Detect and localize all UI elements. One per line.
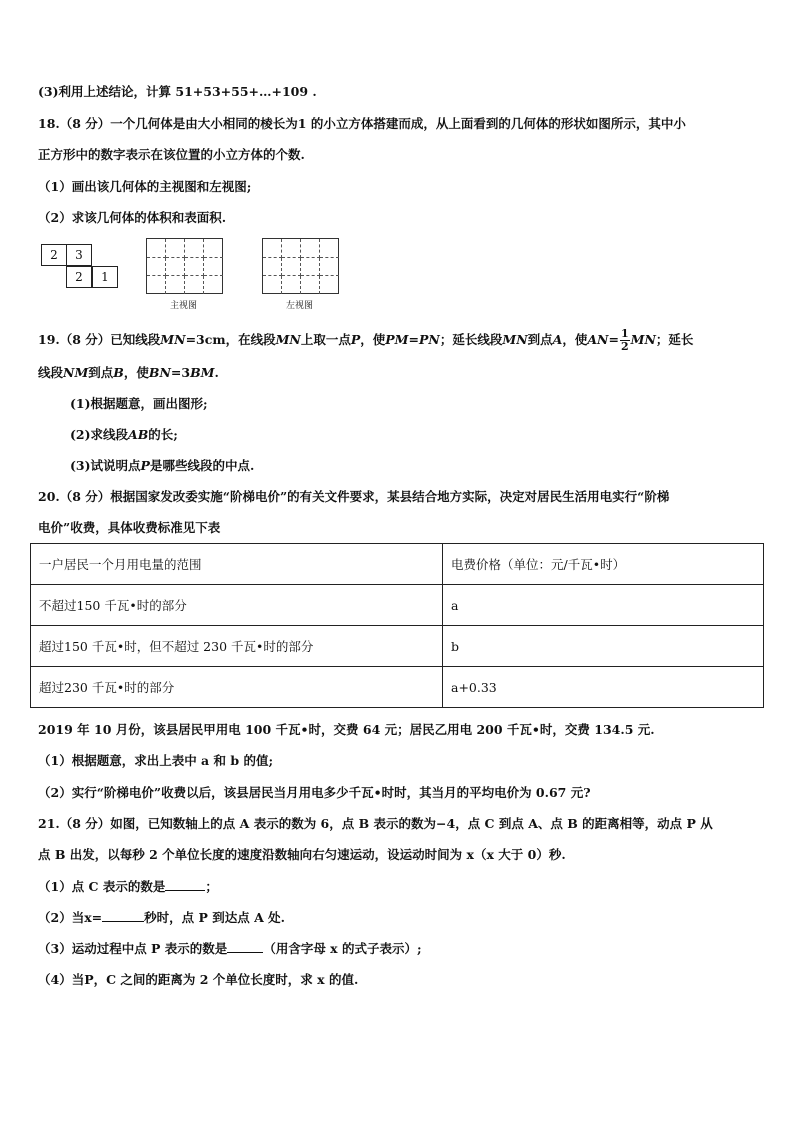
front-view-caption: 主视图 <box>170 301 198 311</box>
answer-blank[interactable] <box>227 940 263 953</box>
top-view-cell: 2 <box>66 266 92 288</box>
text: . <box>214 365 219 380</box>
text: P <box>140 458 150 473</box>
text: PM <box>385 332 409 347</box>
text: 到点 <box>527 332 553 347</box>
text: MN <box>160 332 186 347</box>
text: MN <box>275 332 301 347</box>
text: 是哪些线段的中点. <box>149 458 255 473</box>
q20-part2: （2）实行“阶梯电价”收费以后，该县居民当月用电多少千瓦•时时，其当月的平均电价为 0.67 元? <box>38 785 591 800</box>
q20-part1: （1）根据题意，求出上表中 a 和 b 的值; <box>38 753 274 768</box>
text: ； <box>205 879 218 894</box>
table-cell: a+0.33 <box>443 667 764 708</box>
q19-part3 <box>70 458 254 474</box>
q21-part2 <box>38 909 285 926</box>
text: = <box>408 332 420 347</box>
left-view-grid <box>262 238 339 294</box>
text: = <box>608 332 619 347</box>
text: ，使 <box>360 332 386 347</box>
text: 上取一点 <box>300 332 351 347</box>
q19-line1 <box>38 328 693 353</box>
q17-part3: (3)利用上述结论，计算 51+53+55+…+109 . <box>38 84 317 99</box>
top-view-cell: 1 <box>92 266 118 288</box>
fraction-denominator: 2 <box>620 340 629 353</box>
answer-blank[interactable] <box>102 909 144 922</box>
q18-part2: （2）求该几何体的体积和表面积. <box>38 210 227 225</box>
table-cell: 超过230 千瓦•时的部分 <box>31 667 443 708</box>
text: （2）当x= <box>38 910 103 925</box>
text: BM <box>190 365 215 380</box>
table-cell: 超过150 千瓦•时，但不超过 230 千瓦•时的部分 <box>31 626 443 667</box>
q21-line2: 点 B 出发，以每秒 2 个单位长度的速度沿数轴向右匀速运动，设运动时间为 x（x 大于 0）秒. <box>38 847 566 862</box>
text: =3 <box>170 365 191 380</box>
q21-part4: （4）当P，C 之间的距离为 2 个单位长度时，求 x 的值. <box>38 972 359 987</box>
top-view-cell: 3 <box>66 244 92 266</box>
text: MN <box>502 332 528 347</box>
q19-part1: (1)根据题意，画出图形; <box>70 396 208 411</box>
text: 秒时，点 P 到达点 A 处. <box>144 910 285 925</box>
text: ；延长 <box>655 332 694 347</box>
text: ，使 <box>562 332 588 347</box>
table-cell: 一户居民一个月用电量的范围 <box>31 544 443 585</box>
text: AB <box>128 427 149 442</box>
text: P <box>350 332 361 347</box>
fraction-half <box>620 328 630 353</box>
text: （3）运动过程中点 P 表示的数是 <box>38 941 228 956</box>
table-row <box>31 626 764 667</box>
table-row <box>31 544 764 585</box>
front-view-grid <box>146 238 223 294</box>
q20-line2: 电价”收费，具体收费标准见下表 <box>38 520 221 535</box>
electricity-price-table <box>30 543 764 708</box>
q20-line1: 20.（8 分）根据国家发改委实施“阶梯电价”的有关文件要求，某县结合地方实际，决定对居民生活用电实行“阶梯 <box>38 489 670 504</box>
text: (3)试说明点 <box>70 458 141 473</box>
q19-line2 <box>38 365 219 381</box>
table-cell: a <box>443 585 764 626</box>
q21-line1: 21.（8 分）如图，已知数轴上的点 A 表示的数为 6，点 B 表示的数为−4，点 C 到点 A、点 B 的距离相等，动点 P 从 <box>38 816 713 831</box>
text: （1）点 C 表示的数是 <box>38 879 166 894</box>
text: AN <box>587 332 609 347</box>
text: 19.（8 分）已知线段 <box>38 332 161 347</box>
text: （用含字母 x 的式子表示）; <box>263 941 422 956</box>
text: 到点 <box>88 365 114 380</box>
top-view-cell: 2 <box>41 244 67 266</box>
q19-part2 <box>70 427 178 443</box>
answer-blank[interactable] <box>165 878 205 891</box>
text: A <box>552 332 563 347</box>
left-view-caption: 左视图 <box>286 301 314 311</box>
text: 的长; <box>148 427 178 442</box>
text: BN <box>148 365 171 380</box>
q18-line2: 正方形中的数字表示在该位置的小立方体的个数. <box>38 147 305 162</box>
table-row <box>31 667 764 708</box>
text: (2)求线段 <box>70 427 129 442</box>
table-cell: 不超过150 千瓦•时的部分 <box>31 585 443 626</box>
q21-part1 <box>38 878 218 895</box>
text: MN <box>630 332 656 347</box>
text: NM <box>63 365 89 380</box>
q21-part3 <box>38 940 422 957</box>
text: ；延长线段 <box>439 332 503 347</box>
q18-line1: 18.（8 分）一个几何体是由大小相同的棱长为1 的小立方体搭建而成，从上面看到的几何体的形状如图所示，其中小 <box>38 116 686 131</box>
table-row <box>31 585 764 626</box>
q20-after: 2019 年 10 月份，该县居民甲用电 100 千瓦•时，交费 64 元；居民乙用电 200 千瓦•时，交费 134.5 元. <box>38 722 655 737</box>
fraction-numerator: 1 <box>620 327 629 340</box>
table-cell: b <box>443 626 764 667</box>
table-cell: 电费价格（单位：元/千瓦•时） <box>443 544 764 585</box>
text: 线段 <box>38 365 64 380</box>
q18-part1: （1）画出该几何体的主视图和左视图; <box>38 179 252 194</box>
text: =3cm，在线段 <box>185 332 276 347</box>
text: B <box>113 365 124 380</box>
text: PN <box>419 332 440 347</box>
text: ，使 <box>123 365 149 380</box>
